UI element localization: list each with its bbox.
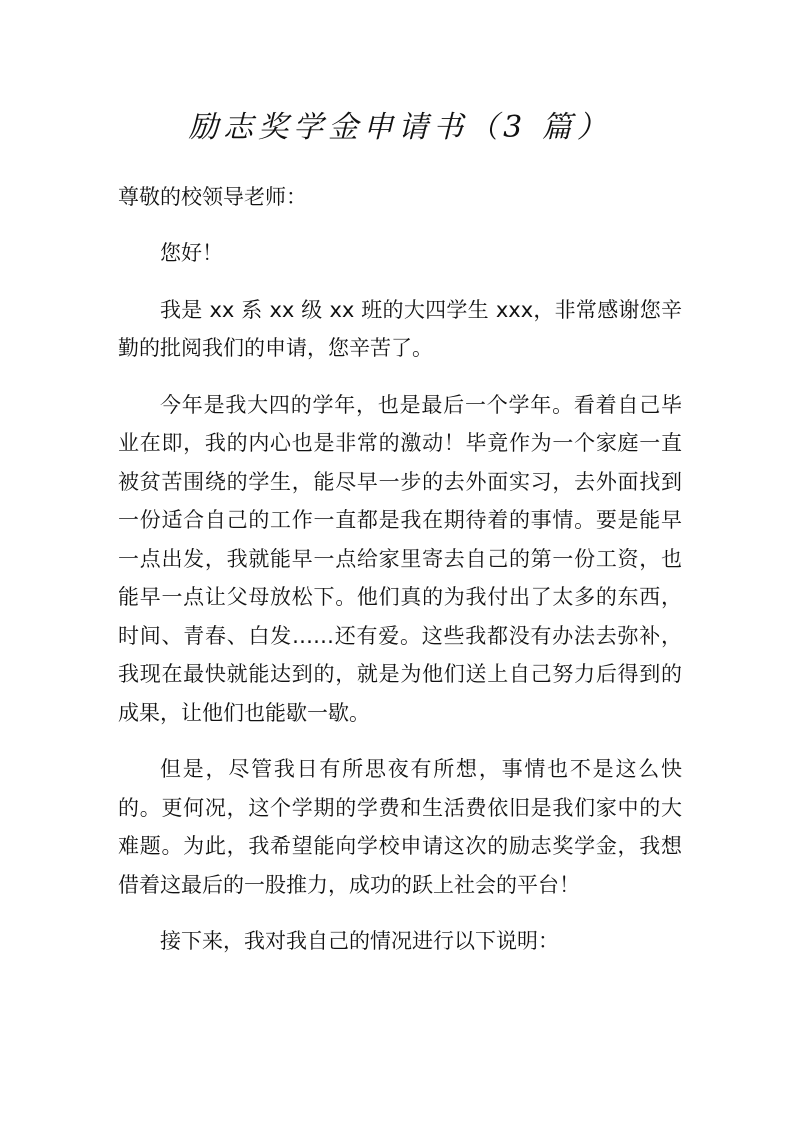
greeting-paragraph: 您好！ xyxy=(160,241,223,265)
salutation: 尊敬的校领导老师： xyxy=(118,185,307,209)
document-title: 励志奖学金申请书（3 篇） xyxy=(188,110,612,145)
request-paragraph: 但是，尽管我日有所思夜有所想，事情也不是这么快的。更何况，这个学期的学费和生活费依旧是我们家中的大难题。为此，我希望能向学校申请这次的励志奖学金，我想借着这最后的一股推力，成功的跃上社会的平台！ xyxy=(118,757,682,897)
transition-paragraph: 接下来，我对我自己的情况进行以下说明： xyxy=(160,929,559,953)
background-paragraph: 今年是我大四的学年，也是最后一个学年。看着自己毕业在即，我的内心也是非常的激动！毕竟作为一个家庭一直被贫苦围绕的学生，能尽早一步的去外面实习，去外面找到一份适合自己的工作一直都是我在期待着的事情。要是能早一点出发，我就能早一点给家里寄去自己的第一份工资，也能早一点让父母放松下。他们真的为我付出了太多的东西，时间、青春、白发……还有爱。这些我都没有办法去弥补，我现在最快就能达到的，就是为他们送上自己努力后得到的成果，让他们也能歇一歇。 xyxy=(118,392,682,725)
introduction-paragraph: 我是 xx 系 xx 级 xx 班的大四学生 xxx，非常感谢您辛勤的批阅我们的申请，您辛苦了。 xyxy=(118,297,682,360)
